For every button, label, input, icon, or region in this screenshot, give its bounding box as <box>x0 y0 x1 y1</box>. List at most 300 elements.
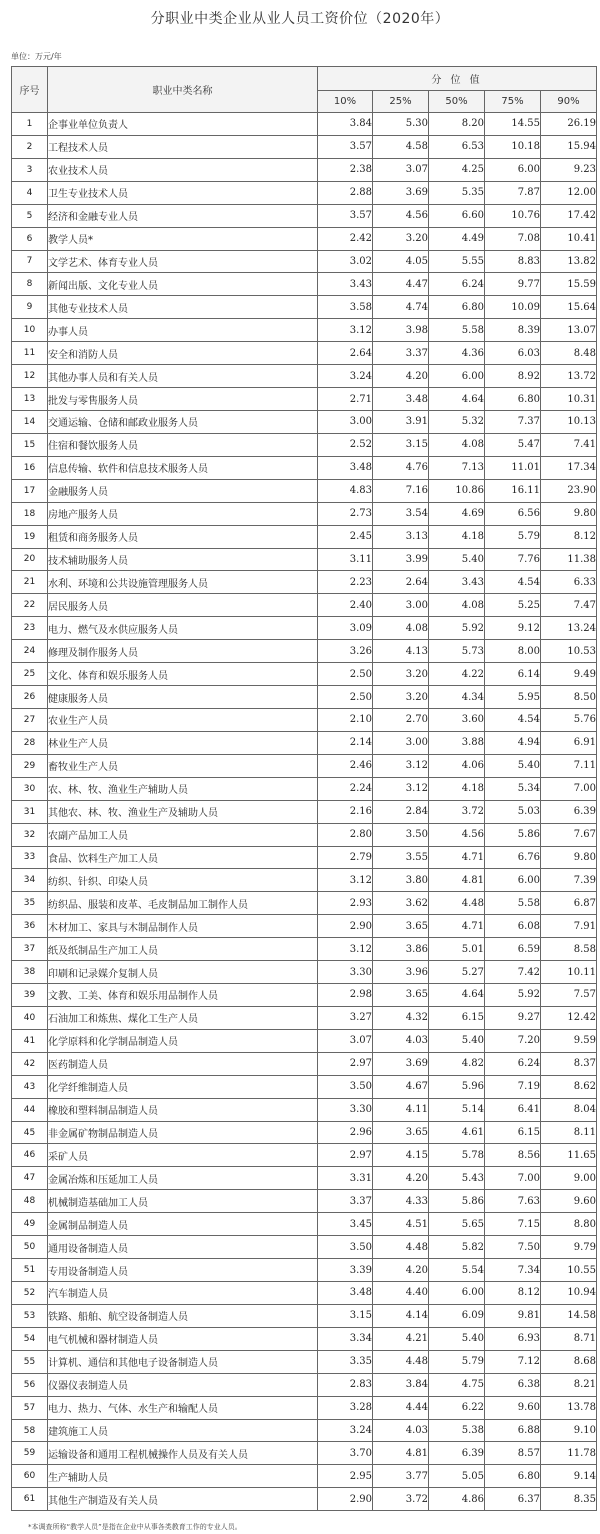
cell-p75: 5.58 <box>485 892 541 915</box>
cell-occupation: 金融服务人员 <box>48 479 318 502</box>
cell-occupation: 房地产服务人员 <box>48 502 318 525</box>
cell-seq: 1 <box>12 113 48 136</box>
cell-p25: 3.65 <box>373 915 429 938</box>
table-row <box>12 1144 597 1167</box>
cell-p75: 6.38 <box>485 1373 541 1396</box>
cell-occupation: 农业技术人员 <box>48 158 318 181</box>
header-p10: 10% <box>318 91 373 113</box>
cell-seq: 56 <box>12 1373 48 1396</box>
cell-seq: 9 <box>12 296 48 319</box>
cell-p50: 4.81 <box>429 869 485 892</box>
cell-p75: 5.25 <box>485 594 541 617</box>
cell-occupation: 纸及纸制品生产加工人员 <box>48 938 318 961</box>
cell-occupation: 租赁和商务服务人员 <box>48 525 318 548</box>
cell-p25: 4.05 <box>373 250 429 273</box>
cell-p50: 5.86 <box>429 1190 485 1213</box>
cell-p75: 9.27 <box>485 1006 541 1029</box>
cell-p50: 4.71 <box>429 915 485 938</box>
cell-occupation: 文学艺术、体育专业人员 <box>48 250 318 273</box>
cell-seq: 40 <box>12 1006 48 1029</box>
cell-p10: 2.50 <box>318 686 373 709</box>
table-row <box>12 342 597 365</box>
cell-seq: 22 <box>12 594 48 617</box>
cell-p10: 3.30 <box>318 1098 373 1121</box>
cell-p25: 4.67 <box>373 1075 429 1098</box>
cell-p25: 3.12 <box>373 754 429 777</box>
cell-p25: 3.86 <box>373 938 429 961</box>
table-row <box>12 1350 597 1373</box>
cell-seq: 31 <box>12 800 48 823</box>
cell-p90: 8.35 <box>541 1488 597 1511</box>
cell-p75: 6.80 <box>485 1465 541 1488</box>
cell-p50: 6.22 <box>429 1396 485 1419</box>
cell-occupation: 企事业单位负责人 <box>48 113 318 136</box>
cell-p90: 9.49 <box>541 663 597 686</box>
cell-p25: 3.55 <box>373 846 429 869</box>
cell-p90: 12.42 <box>541 1006 597 1029</box>
cell-p10: 2.45 <box>318 525 373 548</box>
cell-seq: 20 <box>12 548 48 571</box>
cell-p75: 16.11 <box>485 479 541 502</box>
table-row <box>12 961 597 984</box>
cell-p10: 3.26 <box>318 640 373 663</box>
cell-p90: 11.78 <box>541 1442 597 1465</box>
cell-seq: 49 <box>12 1213 48 1236</box>
cell-p50: 3.72 <box>429 800 485 823</box>
cell-p25: 3.62 <box>373 892 429 915</box>
cell-p50: 4.82 <box>429 1052 485 1075</box>
cell-p50: 4.56 <box>429 823 485 846</box>
table-row <box>12 915 597 938</box>
cell-p75: 8.83 <box>485 250 541 273</box>
cell-p75: 7.15 <box>485 1213 541 1236</box>
table-row <box>12 640 597 663</box>
table-row <box>12 319 597 342</box>
cell-p10: 2.80 <box>318 823 373 846</box>
cell-p50: 6.60 <box>429 204 485 227</box>
table-row <box>12 548 597 571</box>
cell-seq: 19 <box>12 525 48 548</box>
cell-p50: 4.64 <box>429 984 485 1007</box>
table-row <box>12 846 597 869</box>
cell-p10: 3.30 <box>318 961 373 984</box>
table-row <box>12 135 597 158</box>
cell-p10: 2.90 <box>318 915 373 938</box>
cell-p50: 8.20 <box>429 113 485 136</box>
cell-p90: 8.21 <box>541 1373 597 1396</box>
table-row <box>12 1304 597 1327</box>
table-row <box>12 479 597 502</box>
cell-p10: 3.84 <box>318 113 373 136</box>
table-row <box>12 456 597 479</box>
header-row-top <box>12 67 597 91</box>
cell-p25: 7.16 <box>373 479 429 502</box>
cell-p10: 3.39 <box>318 1259 373 1282</box>
cell-seq: 50 <box>12 1236 48 1259</box>
table-row <box>12 984 597 1007</box>
header-p50: 50% <box>429 91 485 113</box>
cell-p25: 3.65 <box>373 984 429 1007</box>
cell-p75: 6.24 <box>485 1052 541 1075</box>
cell-p10: 2.64 <box>318 342 373 365</box>
cell-p90: 10.31 <box>541 388 597 411</box>
cell-p75: 5.92 <box>485 984 541 1007</box>
cell-p90: 13.24 <box>541 617 597 640</box>
cell-seq: 11 <box>12 342 48 365</box>
cell-p50: 4.08 <box>429 594 485 617</box>
cell-p10: 3.12 <box>318 869 373 892</box>
cell-occupation: 其他办事人员和有关人员 <box>48 365 318 388</box>
cell-p75: 6.76 <box>485 846 541 869</box>
cell-seq: 14 <box>12 410 48 433</box>
cell-p50: 6.00 <box>429 365 485 388</box>
cell-p25: 4.20 <box>373 1167 429 1190</box>
header-seq: 序号 <box>12 67 48 113</box>
cell-p90: 7.41 <box>541 433 597 456</box>
table-row <box>12 1121 597 1144</box>
cell-p10: 3.28 <box>318 1396 373 1419</box>
cell-p10: 2.97 <box>318 1144 373 1167</box>
cell-occupation: 农业生产人员 <box>48 708 318 731</box>
cell-p50: 5.92 <box>429 617 485 640</box>
cell-p50: 5.65 <box>429 1213 485 1236</box>
table-row <box>12 433 597 456</box>
cell-p75: 7.00 <box>485 1167 541 1190</box>
cell-occupation: 居民服务人员 <box>48 594 318 617</box>
cell-occupation: 专用设备制造人员 <box>48 1259 318 1282</box>
cell-p25: 3.99 <box>373 548 429 571</box>
cell-p10: 3.43 <box>318 273 373 296</box>
cell-p25: 4.13 <box>373 640 429 663</box>
cell-p10: 3.35 <box>318 1350 373 1373</box>
cell-p25: 3.80 <box>373 869 429 892</box>
cell-occupation: 食品、饮料生产加工人员 <box>48 846 318 869</box>
cell-p25: 4.76 <box>373 456 429 479</box>
cell-p75: 6.41 <box>485 1098 541 1121</box>
cell-p75: 8.56 <box>485 1144 541 1167</box>
cell-p75: 6.59 <box>485 938 541 961</box>
cell-p25: 2.84 <box>373 800 429 823</box>
cell-p10: 3.09 <box>318 617 373 640</box>
cell-p75: 5.86 <box>485 823 541 846</box>
table-row <box>12 204 597 227</box>
cell-seq: 33 <box>12 846 48 869</box>
cell-occupation: 其他专业技术人员 <box>48 296 318 319</box>
cell-p25: 4.11 <box>373 1098 429 1121</box>
cell-p75: 5.03 <box>485 800 541 823</box>
cell-p75: 8.57 <box>485 1442 541 1465</box>
cell-p90: 17.42 <box>541 204 597 227</box>
cell-seq: 47 <box>12 1167 48 1190</box>
cell-p90: 9.10 <box>541 1419 597 1442</box>
table-row <box>12 708 597 731</box>
cell-occupation: 电气机械和器材制造人员 <box>48 1327 318 1350</box>
cell-occupation: 交通运输、仓储和邮政业服务人员 <box>48 410 318 433</box>
cell-p90: 10.13 <box>541 410 597 433</box>
cell-p90: 6.91 <box>541 731 597 754</box>
cell-p25: 4.48 <box>373 1236 429 1259</box>
cell-p25: 4.20 <box>373 365 429 388</box>
cell-p50: 4.18 <box>429 525 485 548</box>
cell-p50: 4.06 <box>429 754 485 777</box>
cell-occupation: 电力、热力、气体、水生产和输配人员 <box>48 1396 318 1419</box>
cell-p10: 3.50 <box>318 1236 373 1259</box>
cell-p10: 2.95 <box>318 1465 373 1488</box>
cell-p50: 5.73 <box>429 640 485 663</box>
table-row <box>12 1465 597 1488</box>
cell-p25: 4.81 <box>373 1442 429 1465</box>
cell-p10: 2.46 <box>318 754 373 777</box>
cell-p90: 6.39 <box>541 800 597 823</box>
cell-p75: 7.50 <box>485 1236 541 1259</box>
cell-p75: 11.01 <box>485 456 541 479</box>
table-row <box>12 892 597 915</box>
cell-occupation: 运输设备和通用工程机械操作人员及有关人员 <box>48 1442 318 1465</box>
cell-p25: 4.03 <box>373 1029 429 1052</box>
cell-p90: 9.79 <box>541 1236 597 1259</box>
cell-p25: 3.00 <box>373 594 429 617</box>
cell-p90: 10.55 <box>541 1259 597 1282</box>
table-row <box>12 1282 597 1305</box>
cell-p90: 23.90 <box>541 479 597 502</box>
cell-p10: 2.96 <box>318 1121 373 1144</box>
table-row <box>12 1442 597 1465</box>
cell-p50: 5.27 <box>429 961 485 984</box>
cell-p10: 3.45 <box>318 1213 373 1236</box>
cell-p25: 3.48 <box>373 388 429 411</box>
cell-p75: 7.76 <box>485 548 541 571</box>
cell-p50: 6.00 <box>429 1282 485 1305</box>
cell-p75: 10.18 <box>485 135 541 158</box>
cell-seq: 32 <box>12 823 48 846</box>
cell-seq: 59 <box>12 1442 48 1465</box>
cell-p25: 4.08 <box>373 617 429 640</box>
table-row <box>12 754 597 777</box>
table-row <box>12 1488 597 1511</box>
cell-p10: 3.50 <box>318 1075 373 1098</box>
table-row <box>12 1236 597 1259</box>
cell-seq: 30 <box>12 777 48 800</box>
cell-occupation: 修理及制作服务人员 <box>48 640 318 663</box>
cell-p50: 5.96 <box>429 1075 485 1098</box>
page-title: 分职业中类企业从业人员工资价位（2020年） <box>150 11 450 27</box>
cell-p90: 7.57 <box>541 984 597 1007</box>
cell-occupation: 纺织、针织、印染人员 <box>48 869 318 892</box>
cell-p75: 6.80 <box>485 388 541 411</box>
cell-p25: 3.00 <box>373 731 429 754</box>
cell-p10: 2.16 <box>318 800 373 823</box>
cell-p25: 4.51 <box>373 1213 429 1236</box>
cell-p10: 3.31 <box>318 1167 373 1190</box>
cell-p25: 4.44 <box>373 1396 429 1419</box>
cell-p90: 7.39 <box>541 869 597 892</box>
table-row <box>12 1029 597 1052</box>
cell-p75: 7.37 <box>485 410 541 433</box>
cell-p25: 3.20 <box>373 227 429 250</box>
cell-p10: 2.24 <box>318 777 373 800</box>
table-row <box>12 1259 597 1282</box>
cell-p10: 2.40 <box>318 594 373 617</box>
cell-p10: 2.90 <box>318 1488 373 1511</box>
cell-p25: 3.13 <box>373 525 429 548</box>
cell-seq: 61 <box>12 1488 48 1511</box>
cell-p10: 3.24 <box>318 1419 373 1442</box>
cell-seq: 8 <box>12 273 48 296</box>
cell-p25: 4.56 <box>373 204 429 227</box>
cell-p25: 3.07 <box>373 158 429 181</box>
cell-p50: 7.13 <box>429 456 485 479</box>
cell-occupation: 其他生产制造及有关人员 <box>48 1488 318 1511</box>
cell-p90: 10.94 <box>541 1282 597 1305</box>
cell-p50: 5.82 <box>429 1236 485 1259</box>
cell-p90: 8.62 <box>541 1075 597 1098</box>
cell-p75: 9.12 <box>485 617 541 640</box>
cell-p75: 7.63 <box>485 1190 541 1213</box>
cell-p10: 3.48 <box>318 456 373 479</box>
cell-occupation: 医药制造人员 <box>48 1052 318 1075</box>
cell-p50: 4.86 <box>429 1488 485 1511</box>
cell-p75: 9.77 <box>485 273 541 296</box>
cell-seq: 43 <box>12 1075 48 1098</box>
cell-seq: 35 <box>12 892 48 915</box>
cell-seq: 24 <box>12 640 48 663</box>
cell-p10: 2.97 <box>318 1052 373 1075</box>
cell-p90: 8.11 <box>541 1121 597 1144</box>
cell-p25: 3.84 <box>373 1373 429 1396</box>
cell-p90: 15.59 <box>541 273 597 296</box>
cell-p50: 4.08 <box>429 433 485 456</box>
cell-p50: 5.55 <box>429 250 485 273</box>
cell-p50: 4.75 <box>429 1373 485 1396</box>
cell-p25: 3.50 <box>373 823 429 846</box>
cell-occupation: 健康服务人员 <box>48 686 318 709</box>
cell-p10: 3.15 <box>318 1304 373 1327</box>
cell-seq: 53 <box>12 1304 48 1327</box>
cell-p25: 3.20 <box>373 663 429 686</box>
cell-p10: 3.00 <box>318 410 373 433</box>
cell-occupation: 机械制造基础加工人员 <box>48 1190 318 1213</box>
table-row <box>12 410 597 433</box>
cell-p90: 6.33 <box>541 571 597 594</box>
cell-p50: 4.71 <box>429 846 485 869</box>
cell-p90: 7.47 <box>541 594 597 617</box>
cell-p25: 3.91 <box>373 410 429 433</box>
table-row <box>12 502 597 525</box>
cell-p25: 4.32 <box>373 1006 429 1029</box>
cell-p25: 4.21 <box>373 1327 429 1350</box>
cell-occupation: 非金属矿物制品制造人员 <box>48 1121 318 1144</box>
cell-p50: 4.49 <box>429 227 485 250</box>
cell-occupation: 农、林、牧、渔业生产辅助人员 <box>48 777 318 800</box>
cell-p50: 4.25 <box>429 158 485 181</box>
cell-p25: 3.65 <box>373 1121 429 1144</box>
cell-occupation: 汽车制造人员 <box>48 1282 318 1305</box>
table-row <box>12 731 597 754</box>
cell-p50: 5.14 <box>429 1098 485 1121</box>
cell-occupation: 金属冶炼和压延加工人员 <box>48 1167 318 1190</box>
cell-p75: 8.92 <box>485 365 541 388</box>
cell-p10: 3.57 <box>318 204 373 227</box>
table-row <box>12 1167 597 1190</box>
cell-occupation: 化学原料和化学制品制造人员 <box>48 1029 318 1052</box>
cell-p25: 3.37 <box>373 342 429 365</box>
table-row <box>12 388 597 411</box>
cell-p10: 3.12 <box>318 938 373 961</box>
cell-occupation: 信息传输、软件和信息技术服务人员 <box>48 456 318 479</box>
cell-p10: 2.93 <box>318 892 373 915</box>
cell-p25: 3.98 <box>373 319 429 342</box>
cell-p75: 8.00 <box>485 640 541 663</box>
cell-occupation: 通用设备制造人员 <box>48 1236 318 1259</box>
table-row <box>12 1373 597 1396</box>
cell-seq: 12 <box>12 365 48 388</box>
cell-p50: 4.69 <box>429 502 485 525</box>
cell-p50: 4.36 <box>429 342 485 365</box>
cell-p10: 3.70 <box>318 1442 373 1465</box>
table-row <box>12 594 597 617</box>
cell-p90: 12.00 <box>541 181 597 204</box>
cell-p90: 15.94 <box>541 135 597 158</box>
cell-p10: 2.98 <box>318 984 373 1007</box>
cell-p50: 5.40 <box>429 548 485 571</box>
cell-p10: 2.14 <box>318 731 373 754</box>
cell-p10: 3.34 <box>318 1327 373 1350</box>
cell-p10: 2.71 <box>318 388 373 411</box>
table-row <box>12 273 597 296</box>
cell-p50: 4.22 <box>429 663 485 686</box>
cell-occupation: 木材加工、家具与木制品制作人员 <box>48 915 318 938</box>
cell-occupation: 生产辅助人员 <box>48 1465 318 1488</box>
cell-p10: 2.23 <box>318 571 373 594</box>
cell-seq: 26 <box>12 686 48 709</box>
cell-p50: 5.38 <box>429 1419 485 1442</box>
table-row <box>12 869 597 892</box>
cell-p75: 4.54 <box>485 571 541 594</box>
cell-seq: 41 <box>12 1029 48 1052</box>
cell-occupation: 住宿和餐饮服务人员 <box>48 433 318 456</box>
cell-p50: 3.60 <box>429 708 485 731</box>
cell-p10: 3.37 <box>318 1190 373 1213</box>
cell-p25: 3.72 <box>373 1488 429 1511</box>
cell-p75: 14.55 <box>485 113 541 136</box>
cell-occupation: 采矿人员 <box>48 1144 318 1167</box>
cell-seq: 17 <box>12 479 48 502</box>
cell-occupation: 建筑施工人员 <box>48 1419 318 1442</box>
cell-p90: 8.12 <box>541 525 597 548</box>
cell-p90: 11.38 <box>541 548 597 571</box>
wage-table <box>11 66 597 1511</box>
cell-occupation: 仪器仪表制造人员 <box>48 1373 318 1396</box>
cell-p75: 5.34 <box>485 777 541 800</box>
cell-p50: 5.01 <box>429 938 485 961</box>
cell-seq: 3 <box>12 158 48 181</box>
cell-p25: 3.96 <box>373 961 429 984</box>
cell-seq: 39 <box>12 984 48 1007</box>
cell-p50: 5.35 <box>429 181 485 204</box>
cell-p10: 2.88 <box>318 181 373 204</box>
cell-seq: 16 <box>12 456 48 479</box>
cell-occupation: 技术辅助服务人员 <box>48 548 318 571</box>
cell-occupation: 经济和金融专业人员 <box>48 204 318 227</box>
cell-occupation: 电力、燃气及水供应服务人员 <box>48 617 318 640</box>
cell-seq: 2 <box>12 135 48 158</box>
table-row <box>12 686 597 709</box>
cell-p90: 10.53 <box>541 640 597 663</box>
cell-p10: 2.38 <box>318 158 373 181</box>
table-row <box>12 823 597 846</box>
table-row <box>12 1075 597 1098</box>
table-row <box>12 525 597 548</box>
